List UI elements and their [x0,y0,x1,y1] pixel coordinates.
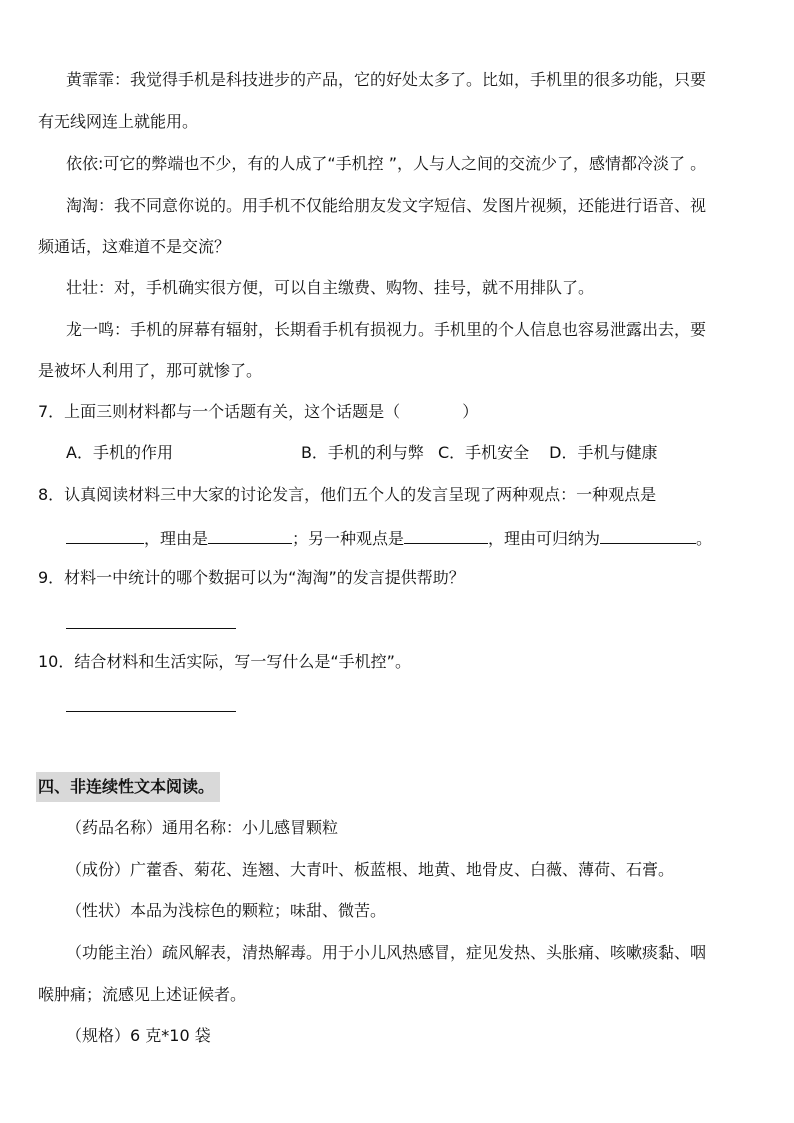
drug-info-line: （成份）广藿香、菊花、连翘、大青叶、板蓝根、地黄、地骨皮、白薇、薄荷、石膏。 [66,860,675,879]
question-8: 8．认真阅读材料三中大家的讨论发言，他们五个人的发言呈现了两种观点：一种观点是 [38,485,657,504]
answer-blank[interactable] [600,527,696,544]
option-c[interactable]: C．手机安全 [437,443,530,462]
question-8-seg1: ，理由是 [144,529,209,548]
dialogue-line: 频通话，这难道不是交流？ [38,237,231,256]
question-10: 10．结合材料和生活实际，写一写什么是“手机控”。 [38,652,411,671]
question-9: 9．材料一中统计的哪个数据可以为“淘淘”的发言提供帮助？ [38,568,465,587]
dialogue-line: 有无线网连上就能用。 [38,112,199,131]
option-d[interactable]: D．手机与健康 [549,443,658,462]
drug-info-line: （功能主治）疏风解表，清热解毒。用于小儿风热感冒，症见发热、头胀痛、咳嗽痰黏、咽 [66,943,707,962]
option-a[interactable]: A．手机的作用 [66,443,173,462]
question-7 [38,402,478,422]
question-7-text: 7．上面三则材料都与一个话题有关，这个话题是（ [38,402,401,421]
question-7-options [66,443,657,463]
dialogue-line: 是被坏人利用了，那可就惨了。 [38,361,263,380]
question-8-seg2: ；另一种观点是 [292,529,405,548]
answer-line[interactable] [66,628,236,629]
answer-line[interactable] [66,711,236,712]
dialogue-line: 壮壮：对，手机确实很方便，可以自主缴费、购物、挂号，就不用排队了。 [66,278,595,297]
dialogue-line: 淘淘：我不同意你说的。用手机不仅能给朋友发文字短信、发图片视频，还能进行语音、视 [66,196,707,215]
drug-info-line: 喉肿痛；流感见上述证候者。 [38,985,247,1004]
answer-blank[interactable] [208,527,292,544]
dialogue-line: 龙一鸣：手机的屏幕有辐射，长期看手机有损视力。手机里的个人信息也容易泄露出去，要 [66,320,707,339]
question-8-seg3: ，理由可归纳为 [488,529,601,548]
drug-info-line: （性状）本品为浅棕色的颗粒；味甜、微苦。 [66,901,387,920]
section-heading: 四、非连续性文本阅读。 [36,772,220,802]
question-8-blanks [66,527,712,549]
answer-blank[interactable] [66,527,144,544]
drug-info-line: （药品名称）通用名称：小儿感冒颗粒 [66,818,339,837]
dialogue-line: 依依:可它的弊端也不少，有的人成了“手机控 ”，人与人之间的交流少了，感情都冷淡了 。 [66,154,707,173]
drug-info-line: （规格）6 克*10 袋 [66,1026,211,1045]
question-7-close: ） [462,402,479,421]
dialogue-line: 黄霏霏：我觉得手机是科技进步的产品，它的好处太多了。比如，手机里的很多功能，只要 [66,70,707,89]
option-b[interactable]: B．手机的利与弊 [300,443,424,462]
question-8-seg4: 。 [696,529,713,548]
answer-blank[interactable] [404,527,488,544]
